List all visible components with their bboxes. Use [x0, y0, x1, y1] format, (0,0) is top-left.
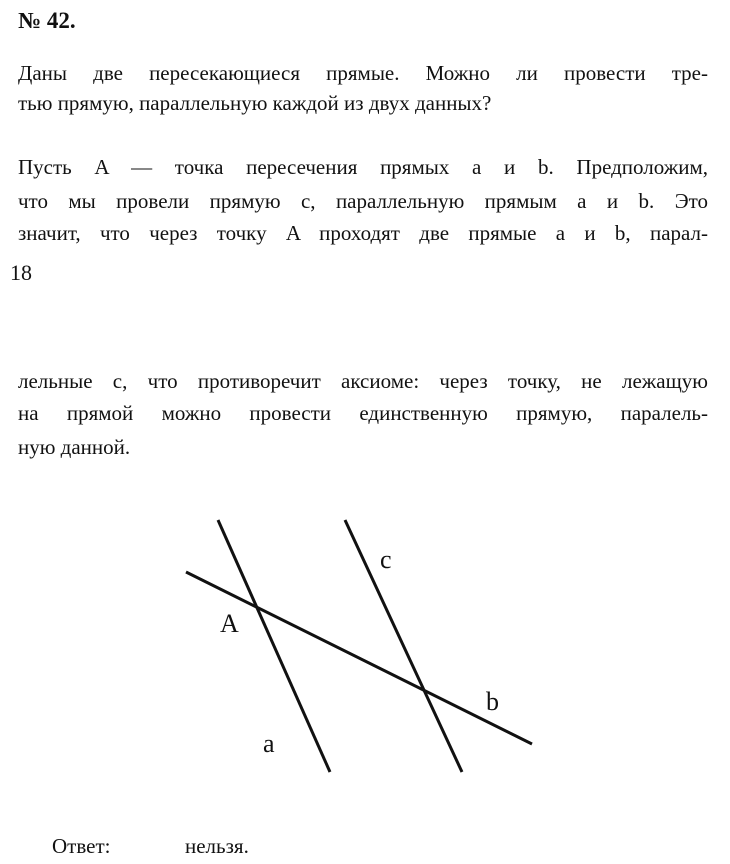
answer-label: Ответ: [52, 834, 111, 858]
solution-line-6: ную данной. [18, 435, 131, 459]
solution-line-3: значит, что через точку A проходят две прямые a и b, парал- [18, 221, 708, 245]
line-c [345, 520, 462, 772]
line-b [186, 572, 532, 744]
solution-line-2: что мы провели прямую c, параллельную прямым a и b. Это [18, 189, 708, 213]
problem-statement-line-2: тью прямую, параллельную каждой из двух данных? [18, 91, 492, 115]
label-point-A: A [220, 609, 239, 638]
label-line-c: c [380, 545, 392, 574]
solution-line-5: на прямой можно провести единственную прямую, паралель- [18, 401, 708, 425]
problem-statement-line-1: Даны две пересекающиеся прямые. Можно ли провести тре- [18, 61, 708, 85]
label-line-b: b [486, 687, 499, 716]
solution-line-4: лельные c, что противоречит аксиоме: через точку, не лежащую [18, 369, 708, 393]
solution-line-1: Пусть A — точка пересечения прямых a и b. Предположим, [18, 155, 708, 179]
label-line-a: a [263, 729, 275, 758]
answer-value: нельзя. [185, 834, 249, 858]
problem-number: № 42. [18, 8, 76, 33]
page-number: 18 [10, 260, 32, 285]
